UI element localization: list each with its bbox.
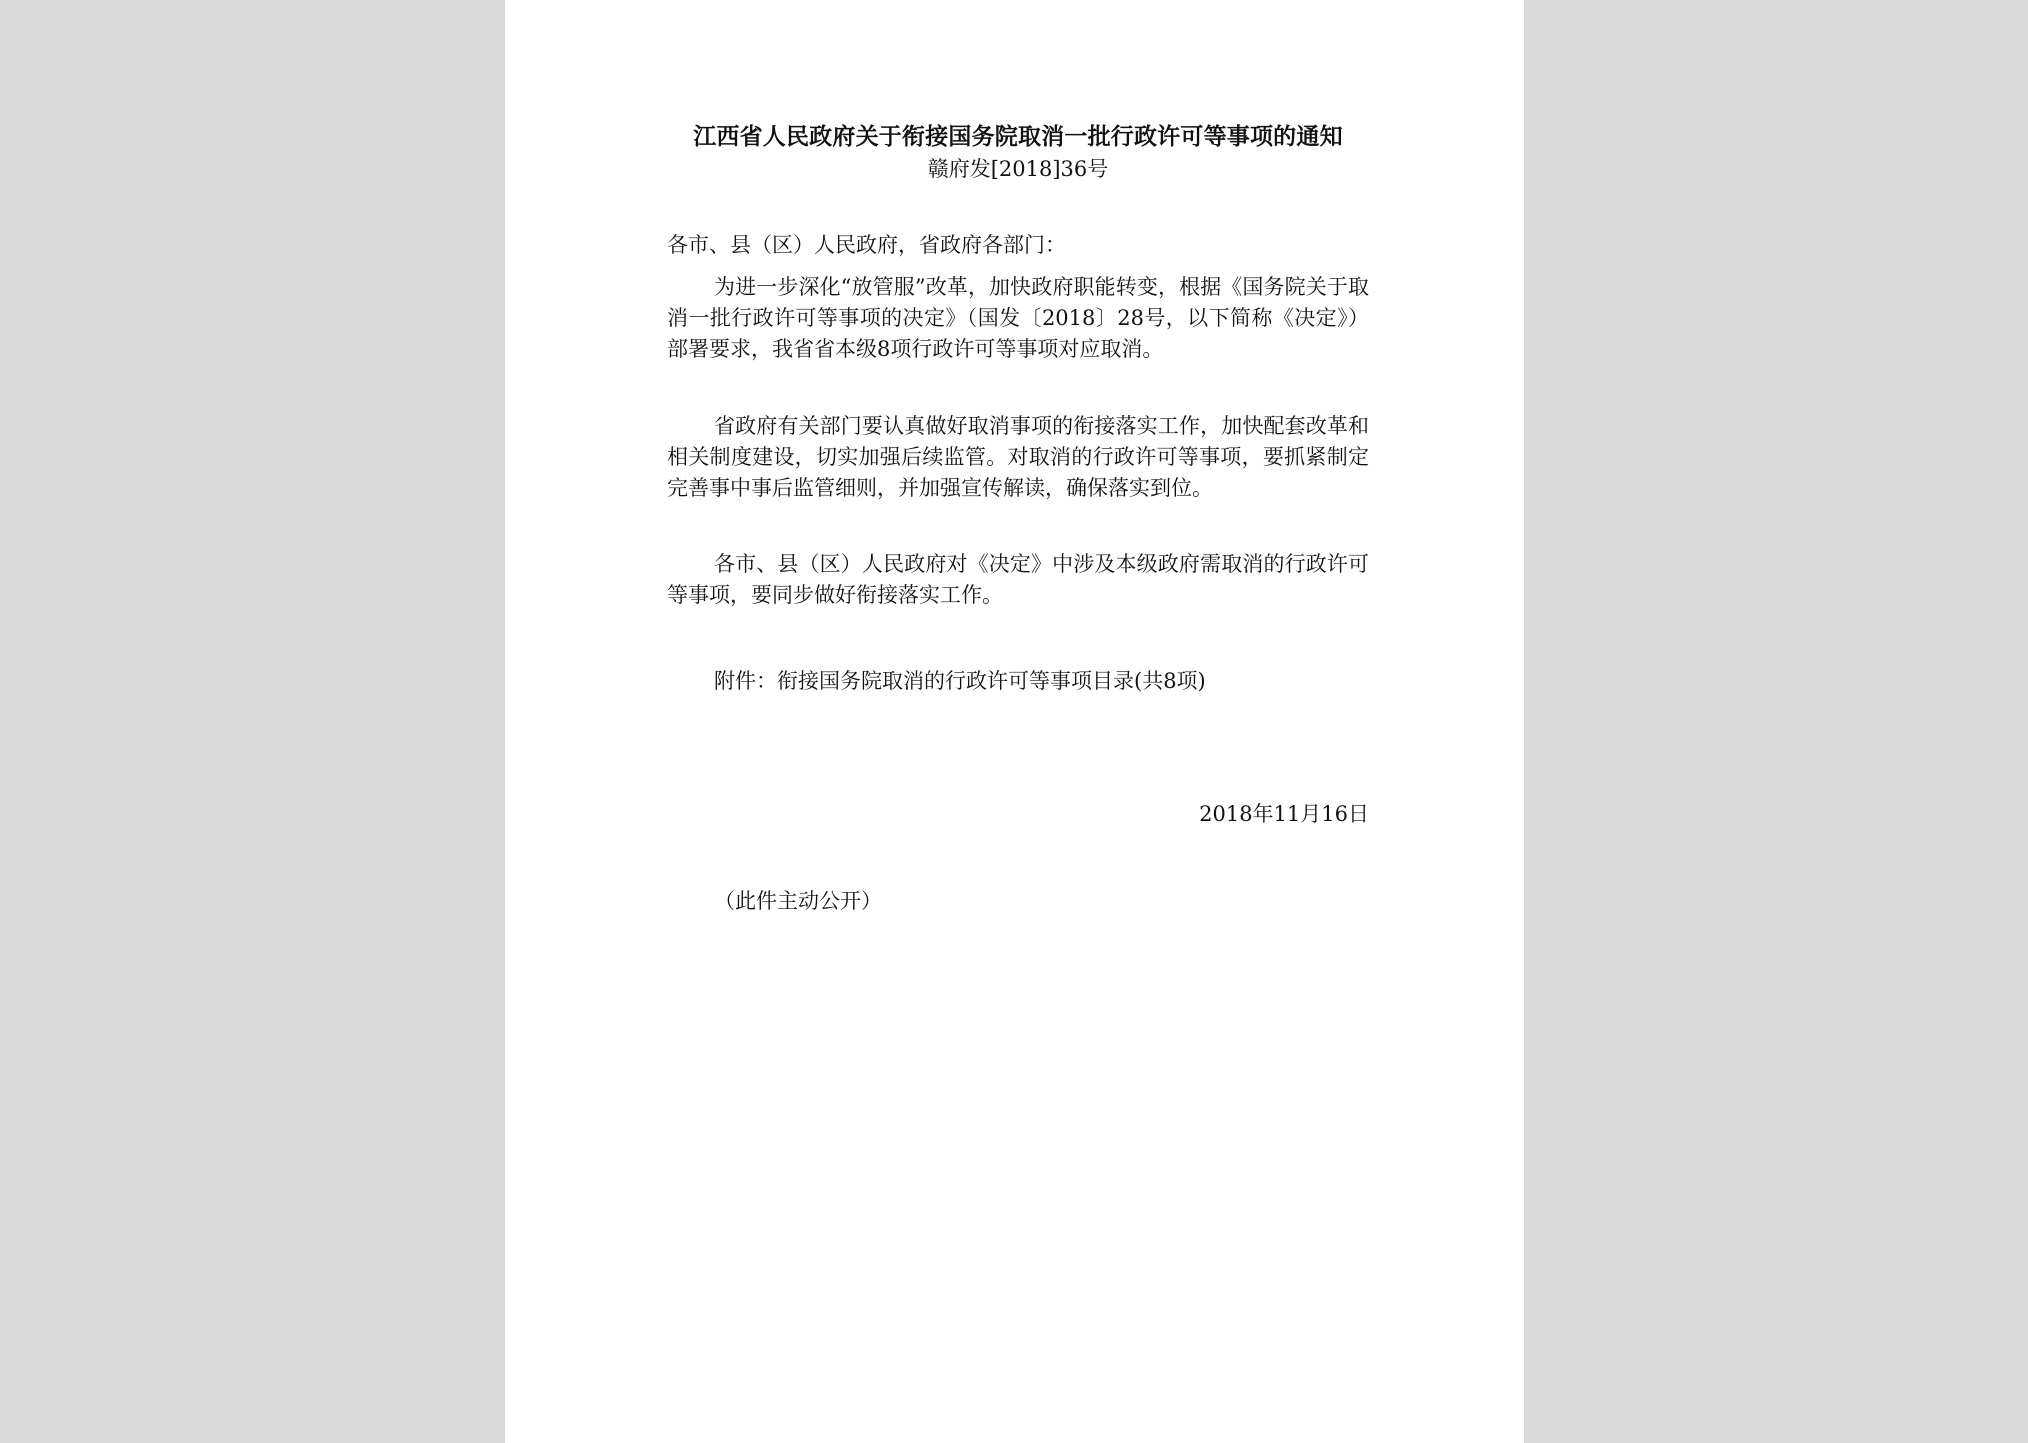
document-number: 赣府发[2018]36号 <box>927 157 1109 181</box>
document-date: 2018年11月16日 <box>1199 802 1369 826</box>
attachment-line: 附件：衔接国务院取消的行政许可等事项目录(共8项) <box>714 669 1206 693</box>
body-paragraph-3: 各市、县（区）人民政府对《决定》中涉及本级政府需取消的行政许可等事项，要同步做好衔接落实工作。 <box>667 552 1369 607</box>
body-paragraph-1: 为进一步深化“放管服”改革，加快政府职能转变，根据《国务院关于取消一批行政许可等事项的决定》（国发〔2018〕28号，以下简称《决定》）部署要求，我省省本级8项行政许可等事项对应取消。 <box>667 275 1369 361</box>
document-page <box>505 0 1524 1443</box>
document-title: 江西省人民政府关于衔接国务院取消一批行政许可等事项的通知 <box>693 123 1343 150</box>
salutation: 各市、县（区）人民政府，省政府各部门： <box>667 233 1066 257</box>
body-paragraph-2: 省政府有关部门要认真做好取消事项的衔接落实工作，加快配套改革和相关制度建设，切实加强后续监管。对取消的行政许可等事项，要抓紧制定完善事中事后监管细则，并加强宣传解读，确保落实到位。 <box>667 414 1369 500</box>
disclosure-note: （此件主动公开） <box>714 889 882 913</box>
